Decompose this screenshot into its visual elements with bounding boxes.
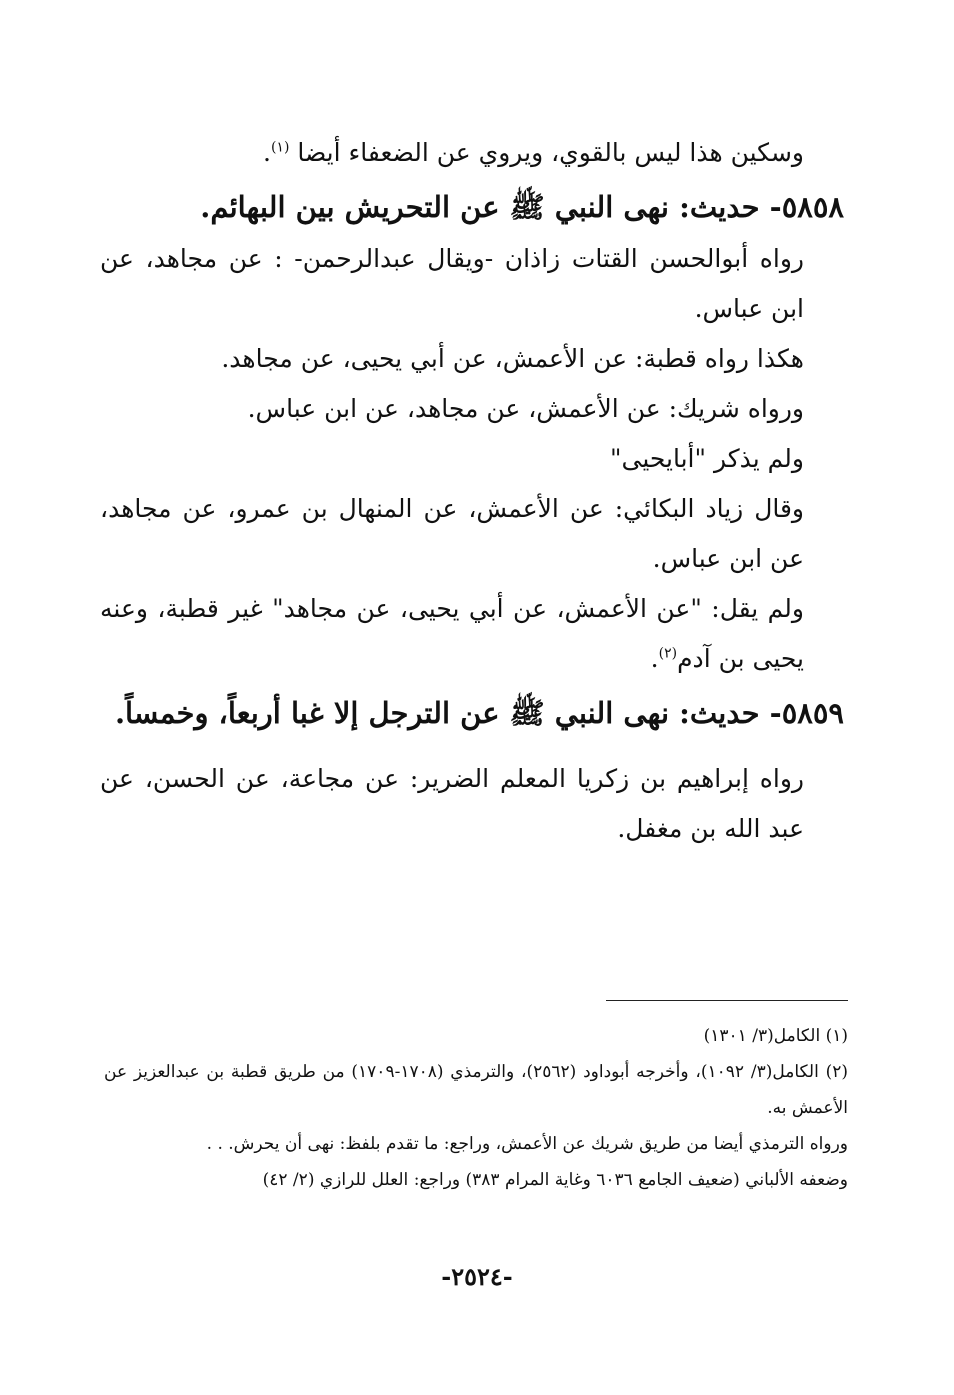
paragraph-text: ولم يقل: "عن الأعمش، عن أبي يحيى، عن مجاهد" غير قطبة، وعنه يحيى بن آدم: [100, 594, 804, 673]
main-text: [100, 128, 844, 854]
footnote: (٢) الكامل(٣/ ١٠٩٢)، وأخرجه أبوداود (٢٥٦٢)، والترمذي (١٧٠٨-١٧٠٩) من طريق قطبة بن عبدالعزيز عن الأعمش به.: [104, 1062, 848, 1118]
paragraph: هكذا رواه قطبة: عن الأعمش، عن أبي يحيى، عن مجاهد.: [221, 344, 804, 373]
hadith-heading: [100, 180, 844, 234]
paragraph-text: وسكين هذا ليس بالقوي، ويروي عن الضعفاء أيضا: [297, 138, 804, 167]
paragraph-end: .: [262, 138, 271, 167]
paragraph: [100, 584, 844, 684]
paragraph: رواه أبوالحسن القتات زاذان -ويقال عبدالرحمن- : عن مجاهد، عن ابن عباس.: [100, 244, 804, 323]
hadith-label: حديث:: [679, 190, 760, 224]
footnote: (١) الكامل(٣/ ١٣٠١): [703, 1026, 848, 1046]
footnotes: [104, 1018, 848, 1198]
paragraph: رواه إبراهيم بن زكريا المعلم الضرير: عن مجاعة، عن الحسن، عن عبد الله بن مغفل.: [100, 764, 804, 843]
hadith-text: نهى النبي ﷺ عن الترجل إلا غبا أربعاً، وخمساً.: [114, 696, 670, 730]
hadith-number: ٥٨٥٩-: [769, 696, 844, 730]
paragraph: وقال زياد البكائي: عن الأعمش، عن المنهال بن عمرو، عن مجاهد، عن ابن عباس.: [100, 494, 804, 573]
footnote: وضعفه الألباني (ضعيف الجامع ٦٠٣٦ وغاية المرام ٣٨٣) وراجع: العلل للرازي (٢/ ٤٢): [262, 1170, 848, 1190]
paragraph: ورواه شريك: عن الأعمش، عن مجاهد، عن ابن عباس.: [247, 394, 804, 423]
hadith-heading: [100, 686, 844, 740]
paragraph: [100, 128, 844, 178]
footnote-divider: [606, 1000, 848, 1001]
hadith-label: حديث:: [679, 696, 760, 730]
paragraph-end: .: [650, 644, 659, 673]
hadith-text: نهى النبي ﷺ عن التحريش بين البهائم.: [200, 190, 670, 224]
paragraph: ولم يذكر "أبايحيى": [610, 444, 804, 473]
footnote-ref: (٢): [658, 645, 678, 662]
hadith-number: ٥٨٥٨-: [769, 190, 844, 224]
footnote-ref: (١): [270, 139, 290, 156]
footnote: ورواه الترمذي أيضا من طريق شريك عن الأعمش، وراجع: ما تقدم بلفظ: نهى أن يحرش. . .: [206, 1134, 848, 1154]
page-number: -٢٥٢٤-: [441, 1262, 513, 1291]
